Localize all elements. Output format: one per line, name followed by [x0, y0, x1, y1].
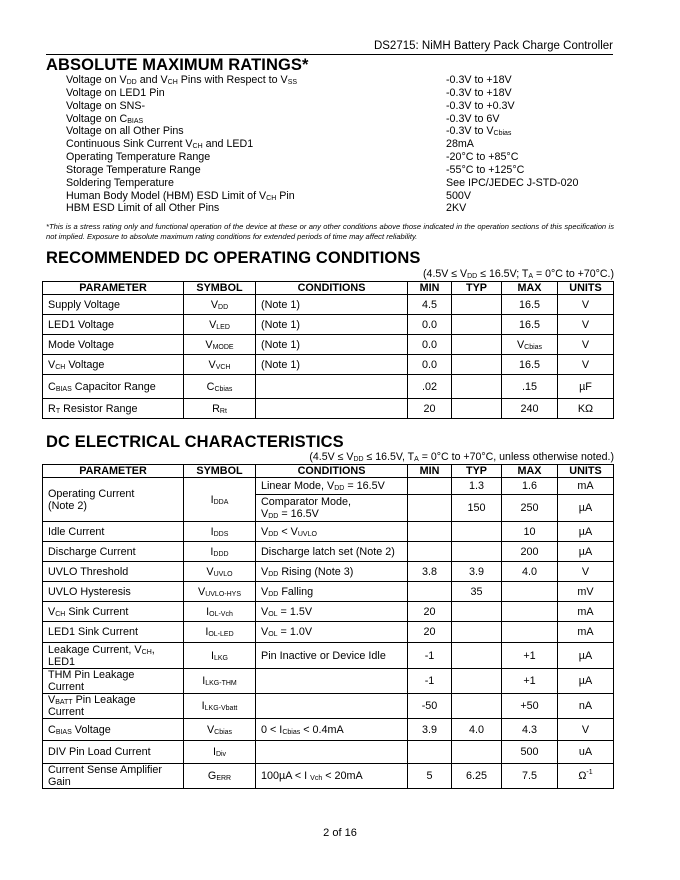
dc-table [42, 464, 614, 789]
cell-symbol: $V_{LED}$ [184, 315, 256, 335]
table-row [43, 355, 614, 375]
cell-typ [452, 522, 502, 542]
cell-param: UVLO Threshold [43, 562, 184, 582]
cell-units: µF [558, 375, 614, 399]
cell-max: 200 [502, 542, 558, 562]
table-row [43, 522, 614, 542]
cell-symbol: $R_{Rt}$ [184, 399, 256, 419]
cell-typ [452, 355, 502, 375]
header-min: MIN [408, 465, 452, 478]
cell-param: $C_{BIAS}$ Capacitor Range [43, 375, 184, 399]
table-row [43, 582, 614, 602]
table-row [43, 741, 614, 764]
amr-value: 500V [446, 189, 471, 202]
amr-item [66, 190, 626, 203]
cell-conditions [256, 669, 408, 694]
rec-conditions: ($4.5V \le V_{DD} \le 16.5V$; $T_A = 0^\circ C$ to +70°C.) [423, 268, 614, 280]
amr-value: -0.3V to $V_{Cbias}$ [446, 125, 512, 138]
cell-units: mV [558, 582, 614, 602]
cell-symbol: $I_{LKG-Vbatt}$ [184, 694, 256, 719]
header-typ: TYP [452, 282, 502, 295]
dc-title: DC ELECTRICAL CHARACTERISTICS [46, 433, 344, 451]
cell-units: mA [558, 622, 614, 643]
amr-item [66, 138, 626, 151]
cell-max: 7.5 [502, 764, 558, 789]
cell-typ: 1.3 [452, 478, 502, 495]
cell-conditions: (Note 1) [256, 315, 408, 335]
cell-typ [452, 375, 502, 399]
cell-typ [452, 643, 502, 669]
amr-item [66, 125, 626, 138]
page-header: DS2715: NiMH Battery Pack Charge Controller [46, 38, 613, 55]
cell-param: $C_{BIAS}$ Voltage [43, 719, 184, 741]
amr-label: HBM ESD Limit of all Other Pins [66, 202, 220, 215]
cell-typ [452, 622, 502, 643]
header-symbol: SYMBOL [184, 282, 256, 295]
cell-typ [452, 694, 502, 719]
amr-item [66, 177, 626, 190]
cell-conditions: $V_{OL} = 1.0V$ [256, 622, 408, 643]
cell-param: $V_{CH}$ Sink Current [43, 602, 184, 622]
cell-min: 0.0 [408, 335, 452, 355]
cell-conditions: Pin Inactive or Device Idle [256, 643, 408, 669]
cell-min: 0.0 [408, 315, 452, 335]
cell-units: mA [558, 478, 614, 495]
header-max: MAX [502, 465, 558, 478]
cell-min: 20 [408, 622, 452, 643]
cell-units: µA [558, 522, 614, 542]
cell-units: mA [558, 602, 614, 622]
cell-units: µA [558, 643, 614, 669]
amr-label: Voltage on SNS- [66, 99, 146, 112]
table-row [43, 694, 614, 719]
cell-units: µA [558, 669, 614, 694]
cell-min: -1 [408, 643, 452, 669]
amr-title: ABSOLUTE MAXIMUM RATINGS* [46, 56, 309, 74]
cell-symbol: $I_{DDS}$ [184, 522, 256, 542]
table-row [43, 399, 614, 419]
cell-conditions: $0 < I_{Cbias} < 0.4mA$ [256, 719, 408, 741]
header-min: MIN [408, 282, 452, 295]
cell-max: +1 [502, 643, 558, 669]
header-units: UNITS [558, 282, 614, 295]
cell-units: V [558, 562, 614, 582]
amr-label: Voltage on all Other Pins [66, 125, 184, 138]
cell-units: $\Omega^{-1}$ [558, 764, 614, 789]
cell-param: Leakage Current, $V_{CH}$, LED1 [43, 643, 184, 669]
amr-item [66, 87, 626, 100]
amr-value: -0.3V to +0.3V [446, 99, 515, 112]
cell-max [502, 602, 558, 622]
cell-param: LED1 Voltage [43, 315, 184, 335]
amr-value: -0.3V to 6V [446, 112, 500, 125]
header-conditions: CONDITIONS [256, 465, 408, 478]
cell-symbol: $V_{MODE}$ [184, 335, 256, 355]
amr-value: -20°C to +85°C [446, 151, 519, 164]
cell-min [408, 478, 452, 495]
cell-min: -50 [408, 694, 452, 719]
cell-units: nA [558, 694, 614, 719]
cell-max: 500 [502, 741, 558, 764]
table-header-row [43, 282, 614, 295]
amr-label: Soldering Temperature [66, 176, 174, 189]
amr-item [66, 74, 626, 87]
cell-symbol: $I_{DDD}$ [184, 542, 256, 562]
cell-typ [452, 741, 502, 764]
cell-conditions: Comparator Mode, $V_{DD} = 16.5V$ [256, 495, 408, 522]
cell-min: 3.9 [408, 719, 452, 741]
cell-param: $R_T$ Resistor Range [43, 399, 184, 419]
cell-conditions: $V_{DD}$ Rising (Note 3) [256, 562, 408, 582]
cell-units: V [558, 335, 614, 355]
cell-max: 1.6 [502, 478, 558, 495]
cell-min [408, 495, 452, 522]
cell-max: 250 [502, 495, 558, 522]
cell-typ [452, 669, 502, 694]
cell-typ: 35 [452, 582, 502, 602]
cell-symbol: $I_{OL-LED}$ [184, 622, 256, 643]
header-conditions: CONDITIONS [256, 282, 408, 295]
amr-list [66, 74, 626, 215]
amr-value: See IPC/JEDEC J-STD-020 [446, 176, 579, 189]
cell-max [502, 622, 558, 643]
amr-item [66, 113, 626, 126]
rec-table [42, 281, 614, 419]
amr-value: -0.3V to +18V [446, 86, 512, 99]
dc-conditions: ($4.5V \le V_{DD} \le 16.5V$, $T_A = 0^\circ C$ to +70°C, unless otherwise noted.) [309, 451, 614, 463]
cell-units: uA [558, 741, 614, 764]
cell-symbol: $V_{DD}$ [184, 295, 256, 315]
cell-units: V [558, 315, 614, 335]
table-row [43, 622, 614, 643]
cell-max: 4.0 [502, 562, 558, 582]
cell-typ: 6.25 [452, 764, 502, 789]
cell-param: Mode Voltage [43, 335, 184, 355]
cell-units: V [558, 355, 614, 375]
cell-param: LED1 Sink Current [43, 622, 184, 643]
cell-typ: 4.0 [452, 719, 502, 741]
cell-param: UVLO Hysteresis [43, 582, 184, 602]
cell-min: 20 [408, 602, 452, 622]
cell-symbol: $V_{Cbias}$ [184, 719, 256, 741]
table-row [43, 643, 614, 669]
cell-symbol: $I_{DDA}$ [184, 478, 256, 522]
cell-max [502, 582, 558, 602]
cell-conditions: $V_{OL} = 1.5V$ [256, 602, 408, 622]
cell-conditions [256, 399, 408, 419]
cell-param: THM Pin Leakage Current [43, 669, 184, 694]
amr-label: Voltage on $C_{BIAS}$ [66, 112, 144, 125]
amr-value: 28mA [446, 138, 474, 151]
amr-label: Operating Temperature Range [66, 151, 211, 164]
cell-typ: 150 [452, 495, 502, 522]
cell-param: DIV Pin Load Current [43, 741, 184, 764]
cell-conditions: 100µA < I $_{Vch}$ < 20mA [256, 764, 408, 789]
cell-symbol: $V_{UVLO-HYS}$ [184, 582, 256, 602]
amr-label: Voltage on LED1 Pin [66, 86, 165, 99]
table-row [43, 542, 614, 562]
cell-typ [452, 542, 502, 562]
cell-min [408, 522, 452, 542]
cell-conditions [256, 694, 408, 719]
cell-param: $V_{CH}$ Voltage [43, 355, 184, 375]
cell-typ [452, 315, 502, 335]
cell-conditions: $V_{DD}$ Falling [256, 582, 408, 602]
cell-conditions: Discharge latch set (Note 2) [256, 542, 408, 562]
cell-symbol: $I_{LKG}$ [184, 643, 256, 669]
rec-title: RECOMMENDED DC OPERATING CONDITIONS [46, 249, 421, 267]
cell-symbol: $G_{ERR}$ [184, 764, 256, 789]
cell-max: 10 [502, 522, 558, 542]
cell-symbol: $C_{Cbias}$ [184, 375, 256, 399]
cell-conditions [256, 741, 408, 764]
table-row [43, 719, 614, 741]
cell-conditions [256, 375, 408, 399]
cell-units: KΩ [558, 399, 614, 419]
cell-min [408, 741, 452, 764]
amr-note: *This is a stress rating only and functional operation of the device at these or any other conditions above those indicated in the operation sections of this specification is not implied. Exposure to absolute maximum rating conditions for extended periods of time may affect reliability. [46, 222, 614, 241]
cell-param: Current Sense Amplifier Gain [43, 764, 184, 789]
table-row [43, 315, 614, 335]
header-typ: TYP [452, 465, 502, 478]
cell-max: 4.3 [502, 719, 558, 741]
cell-param: $V_{BATT}$ Pin Leakage Current [43, 694, 184, 719]
cell-min: 4.5 [408, 295, 452, 315]
amr-item [66, 100, 626, 113]
cell-max: 16.5 [502, 355, 558, 375]
table-row [43, 375, 614, 399]
amr-item [66, 151, 626, 164]
cell-conditions: $V_{DD} < V_{UVLO}$ [256, 522, 408, 542]
amr-value: -55°C to +125°C [446, 163, 525, 176]
cell-symbol: $I_{OL-Vch}$ [184, 602, 256, 622]
cell-param: Idle Current [43, 522, 184, 542]
amr-label: Continuous Sink Current $V_{CH}$ and LED1 [66, 138, 254, 151]
cell-units: V [558, 295, 614, 315]
cell-conditions: Linear Mode, $V_{DD} = 16.5V$ [256, 478, 408, 495]
amr-label: Voltage on $V_{DD}$ and $V_{CH}$ Pins with Respect to $V_{SS}$ [66, 74, 298, 86]
cell-max: 16.5 [502, 295, 558, 315]
header-symbol: SYMBOL [184, 465, 256, 478]
table-row [43, 478, 614, 495]
cell-symbol: $V_{UVLO}$ [184, 562, 256, 582]
cell-max: $V_{Cbias}$ [502, 335, 558, 355]
cell-typ [452, 295, 502, 315]
cell-conditions: (Note 1) [256, 295, 408, 315]
cell-min: 5 [408, 764, 452, 789]
header-param: PARAMETER [43, 465, 184, 478]
cell-min: -1 [408, 669, 452, 694]
cell-min: 0.0 [408, 355, 452, 375]
cell-max: +1 [502, 669, 558, 694]
cell-max: 16.5 [502, 315, 558, 335]
header-units: UNITS [558, 465, 614, 478]
cell-symbol: $V_{VCH}$ [184, 355, 256, 375]
cell-units: µA [558, 495, 614, 522]
table-header-row [43, 465, 614, 478]
cell-max: 240 [502, 399, 558, 419]
table-row [43, 602, 614, 622]
amr-item [66, 164, 626, 177]
cell-param: Discharge Current [43, 542, 184, 562]
amr-item [66, 202, 626, 215]
cell-min: .02 [408, 375, 452, 399]
table-row [43, 669, 614, 694]
cell-min: 20 [408, 399, 452, 419]
cell-symbol: $I_{Div}$ [184, 741, 256, 764]
cell-typ [452, 399, 502, 419]
cell-conditions: (Note 1) [256, 335, 408, 355]
cell-conditions: (Note 1) [256, 355, 408, 375]
cell-max: +50 [502, 694, 558, 719]
table-row [43, 295, 614, 315]
amr-value: -0.3V to +18V [446, 74, 512, 86]
cell-min [408, 542, 452, 562]
table-row [43, 335, 614, 355]
header-max: MAX [502, 282, 558, 295]
cell-typ: 3.9 [452, 562, 502, 582]
cell-param: Operating Current (Note 2) [43, 478, 184, 522]
table-row [43, 562, 614, 582]
cell-units: V [558, 719, 614, 741]
cell-typ [452, 602, 502, 622]
amr-label: Storage Temperature Range [66, 163, 201, 176]
cell-min: 3.8 [408, 562, 452, 582]
table-row [43, 764, 614, 789]
header-param: PARAMETER [43, 282, 184, 295]
page-number: 2 of 16 [323, 827, 357, 839]
cell-typ [452, 335, 502, 355]
cell-units: µA [558, 542, 614, 562]
amr-value: 2KV [446, 202, 467, 215]
cell-param: Supply Voltage [43, 295, 184, 315]
cell-symbol: $I_{LKG-THM}$ [184, 669, 256, 694]
amr-label: Human Body Model (HBM) ESD Limit of $V_{CH}$ Pin [66, 189, 295, 202]
cell-max: .15 [502, 375, 558, 399]
cell-min [408, 582, 452, 602]
